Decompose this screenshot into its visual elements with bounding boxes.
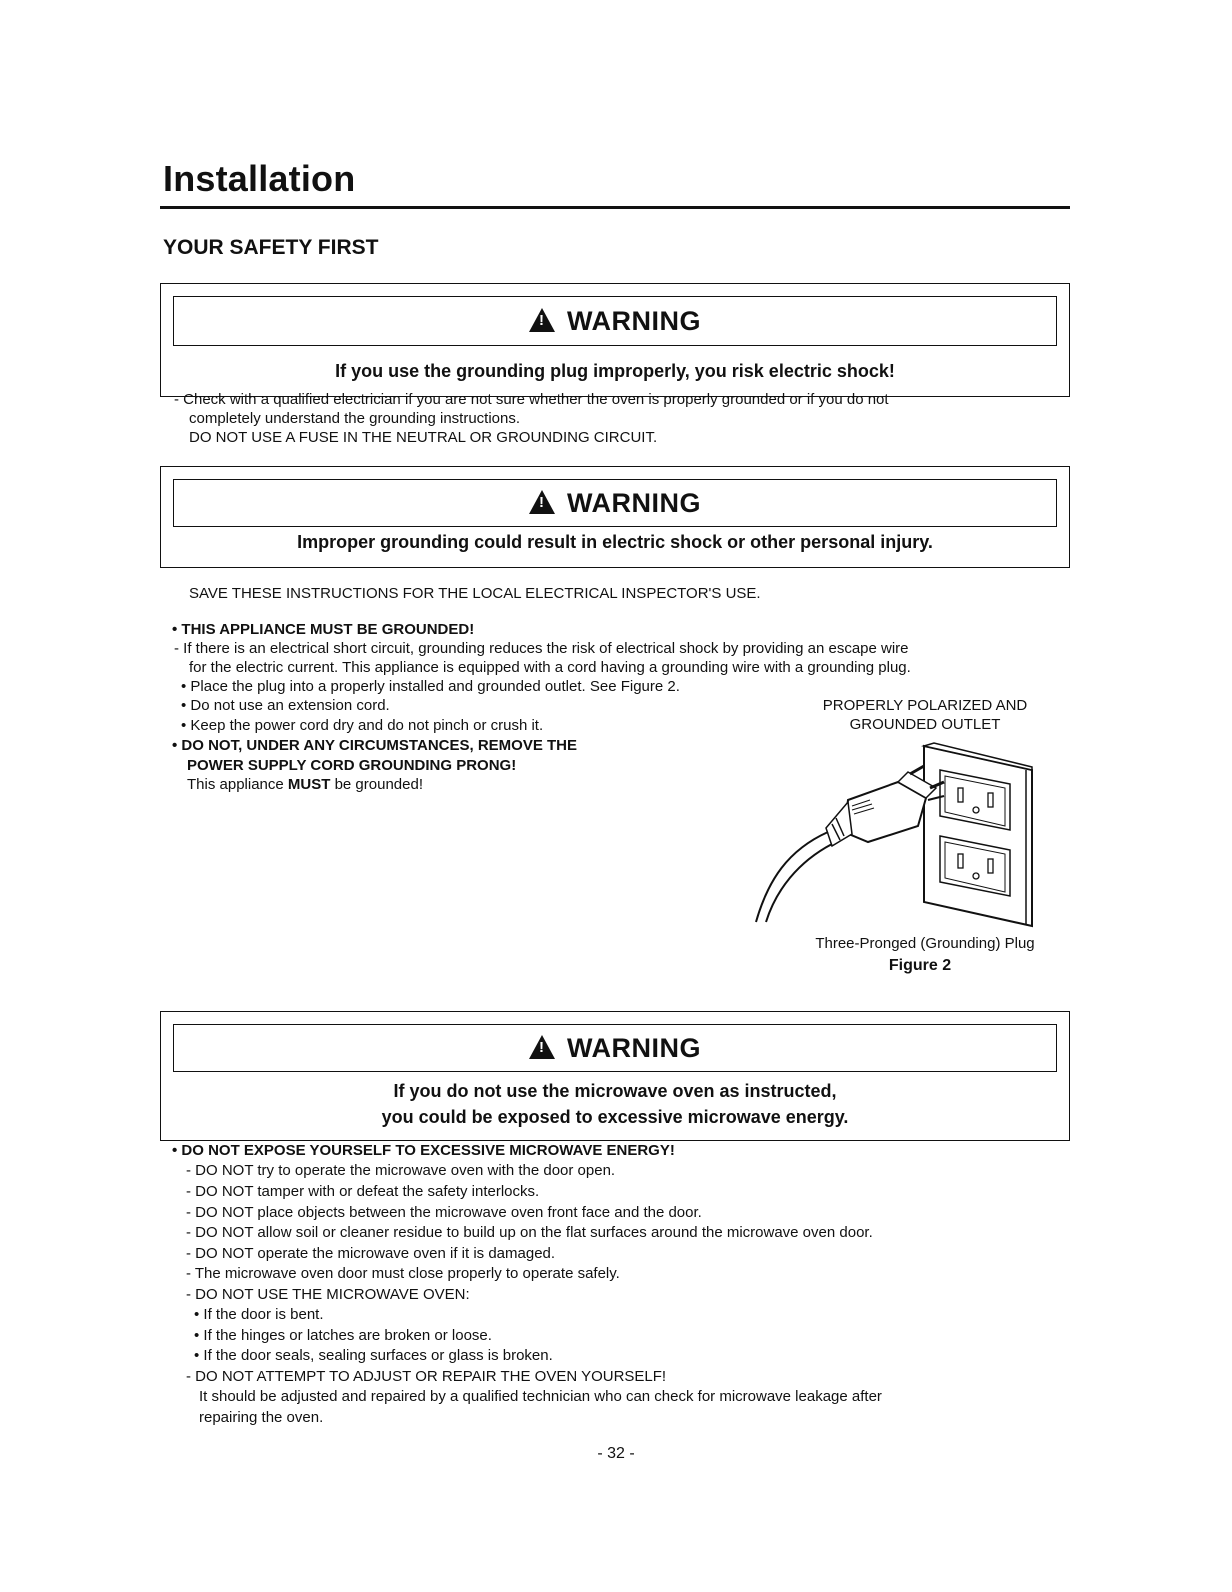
warning-triangle-icon xyxy=(529,1035,555,1059)
warning-box-1 xyxy=(160,283,1070,397)
bullet-no-extension: • Do not use an extension cord. xyxy=(181,697,390,714)
check-electrician-text-cont: completely understand the grounding instructions. xyxy=(189,410,521,427)
warning-message: If you use the grounding plug improperly, you risk electric shock! xyxy=(335,361,895,381)
warning-header xyxy=(173,296,1057,346)
warning-triangle-icon xyxy=(529,308,555,332)
microwave-line: - DO NOT place objects between the microwave oven front face and the door. xyxy=(186,1204,702,1221)
warning-label: WARNING xyxy=(567,305,701,336)
do-not-remove-prong-heading-cont: POWER SUPPLY CORD GROUNDING PRONG! xyxy=(187,757,517,774)
warning-box-3 xyxy=(160,1011,1070,1141)
warning-message: Improper grounding could result in electric shock or other personal injury. xyxy=(297,532,933,552)
warning-box-2 xyxy=(160,466,1070,568)
short-circuit-text-cont: for the electric current. This appliance is equipped with a cord having a grounding wire with a grounding plug. xyxy=(189,659,911,676)
microwave-energy-heading: • DO NOT EXPOSE YOURSELF TO EXCESSIVE MICROWAVE ENERGY! xyxy=(172,1142,675,1159)
bullet-place-plug: • Place the plug into a properly installed and grounded outlet. See Figure 2. xyxy=(181,678,680,695)
warning-label: WARNING xyxy=(567,1032,701,1063)
microwave-line: - The microwave oven door must close properly to operate safely. xyxy=(186,1265,620,1282)
save-instructions-note: SAVE THESE INSTRUCTIONS FOR THE LOCAL ELECTRICAL INSPECTOR'S USE. xyxy=(189,585,761,602)
warning-header xyxy=(173,1024,1057,1072)
page-number: - 32 - xyxy=(597,1445,635,1462)
microwave-subbullet: • If the door seals, sealing surfaces or glass is broken. xyxy=(194,1347,553,1364)
short-circuit-text: - If there is an electrical short circuit, grounding reduces the risk of electrical shock by providing an escape wire xyxy=(174,640,909,657)
microwave-subbullet: • If the hinges or latches are broken or loose. xyxy=(194,1327,492,1344)
figure-label: Figure 2 xyxy=(888,957,952,974)
no-fuse-text: DO NOT USE A FUSE IN THE NEUTRAL OR GROUNDING CIRCUIT. xyxy=(189,429,658,446)
figure-caption: Three-Pronged (Grounding) Plug xyxy=(815,935,1035,952)
warning-label: WARNING xyxy=(567,487,701,518)
must-be-grounded-note: This appliance MUST be grounded! xyxy=(187,776,423,793)
microwave-line: - DO NOT ATTEMPT TO ADJUST OR REPAIR THE OVEN YOURSELF! xyxy=(186,1368,667,1385)
must-be-grounded-heading: • THIS APPLIANCE MUST BE GROUNDED! xyxy=(172,621,475,638)
warning-header xyxy=(173,479,1057,527)
microwave-subbullet: • If the door is bent. xyxy=(194,1306,324,1323)
microwave-line: repairing the oven. xyxy=(199,1409,324,1426)
microwave-line: - DO NOT try to operate the microwave oven with the door open. xyxy=(186,1162,616,1179)
bullet-keep-dry: • Keep the power cord dry and do not pinch or crush it. xyxy=(181,717,544,734)
page-title: Installation xyxy=(163,158,356,199)
microwave-line: It should be adjusted and repaired by a qualified technician who can check for microwave leakage after xyxy=(199,1388,882,1405)
do-not-remove-prong-heading: • DO NOT, UNDER ANY CIRCUMSTANCES, REMOVE THE xyxy=(172,737,577,754)
microwave-line: - DO NOT operate the microwave oven if it is damaged. xyxy=(186,1245,556,1262)
microwave-line: - DO NOT USE THE MICROWAVE OVEN: xyxy=(186,1286,470,1303)
figure-top-label: PROPERLY POLARIZED AND GROUNDED OUTLET xyxy=(822,697,1028,733)
title-divider xyxy=(160,206,1070,209)
warning-message: If you do not use the microwave oven as instructed, you could be exposed to excessive microwave energy. xyxy=(381,1081,849,1127)
check-electrician-text: - Check with a qualified electrician if you are not sure whether the oven is properly grounded or if you do not xyxy=(174,391,889,408)
microwave-line: - DO NOT allow soil or cleaner residue to build up on the flat surfaces around the microwave oven door. xyxy=(186,1224,873,1241)
grounded-outlet-illustration xyxy=(748,740,1048,930)
section-heading: YOUR SAFETY FIRST xyxy=(163,236,379,259)
warning-triangle-icon xyxy=(529,490,555,514)
microwave-line: - DO NOT tamper with or defeat the safety interlocks. xyxy=(186,1183,540,1200)
